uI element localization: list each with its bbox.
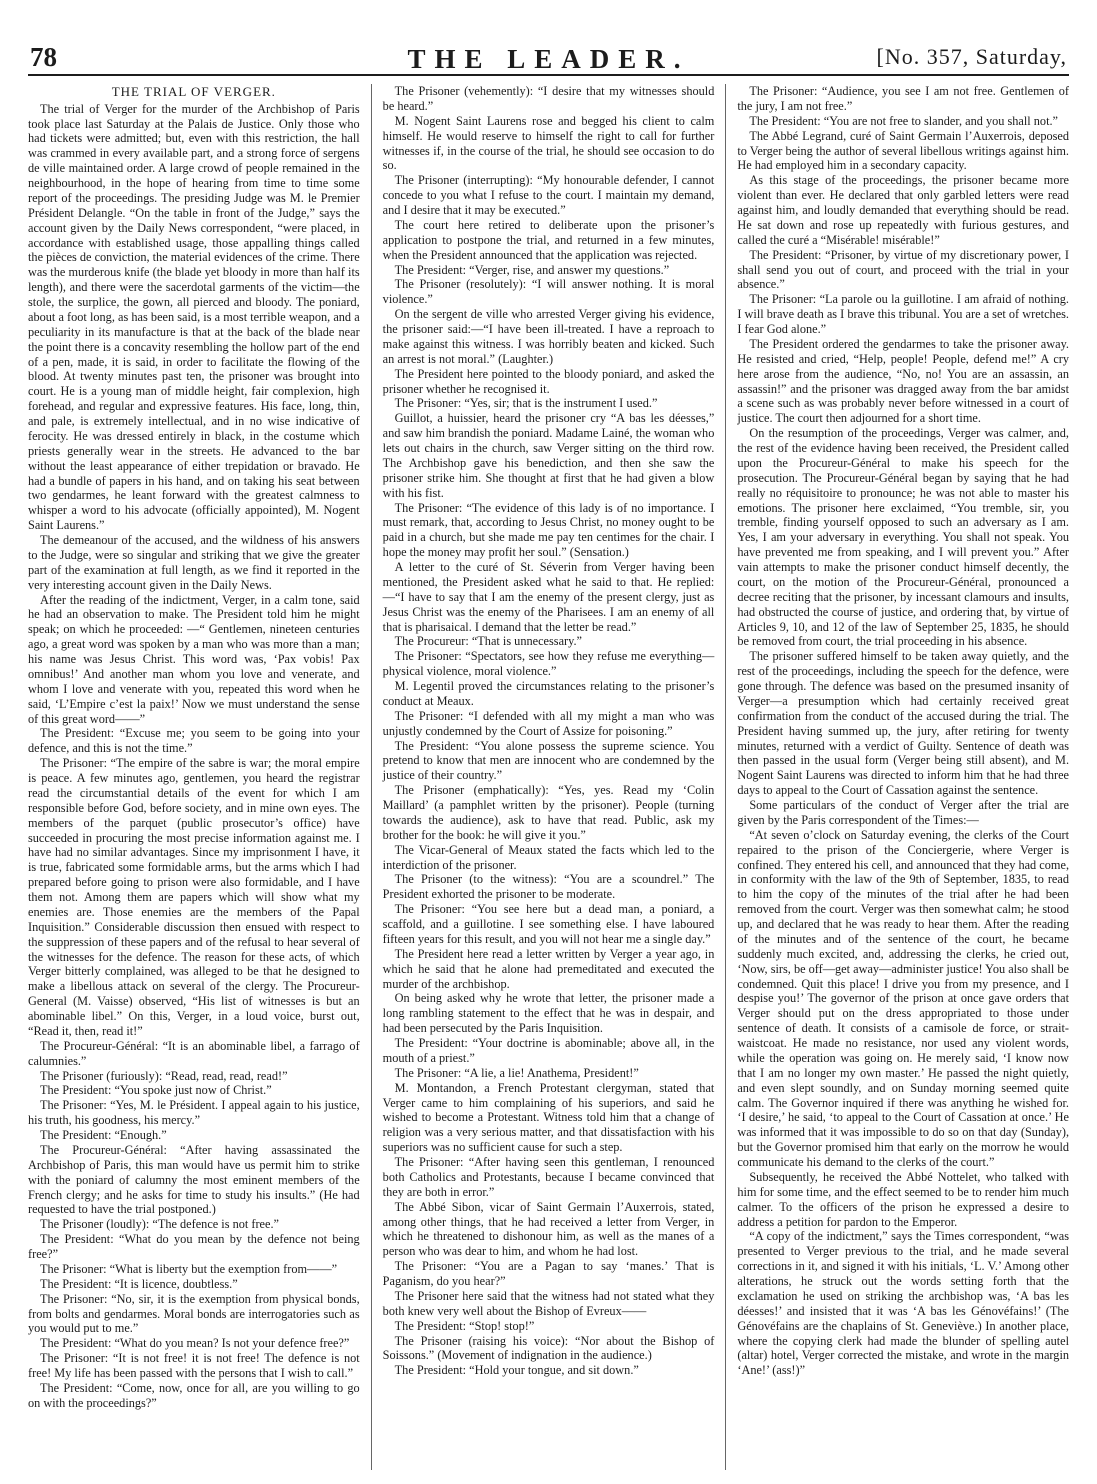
- paragraph: The Prisoner (raising his voice): “Nor about the Bishop of Soissons.” (Movement of indignation in the audience.): [382, 1333, 715, 1363]
- paragraph: Some particulars of the conduct of Verger after the trial are given by the Paris correspondent of the Times:—: [737, 798, 1070, 827]
- paragraph: The President: “Prisoner, by virtue of my discretionary power, I shall send you out of court, and proceed with the trial in your absence.”: [737, 247, 1070, 292]
- paragraph: As this stage of the proceedings, the prisoner became more violent than ever. He declared that only garbled letters were read against him, and loudly demanded that everything should be read. He sat down and rose up repeatedly with furious gestures, and called the curé a “Misérable! misérable!”: [737, 173, 1070, 247]
- paragraph: The Prisoner (resolutely): “I will answer nothing. It is moral violence.”: [382, 277, 715, 307]
- column-3: [725, 84, 1069, 1470]
- paragraph: The Prisoner: “It is not free! it is not free! The defence is not free! My life has been passed with the persons that I wish to call.”: [28, 1351, 360, 1381]
- paragraph: The Procureur-Général: “After having assassinated the Archbishop of Paris, this man would have us permit him to strike with the poniard of calumny the most eminent members of the French clergy; and he asks for time to study his insults.” (He had requested to have the trial postponed.): [28, 1142, 360, 1217]
- paragraph: On being asked why he wrote that letter, the prisoner made a long rambling statement to the effect that he was in despair, and had been persecuted by the Paris Inquisition.: [382, 991, 715, 1036]
- column-2: [371, 84, 726, 1470]
- paragraph: The Abbé Legrand, curé of Saint Germain l’Auxerrois, deposed to Verger being the author of several libellous writings against him. He had employed him in a secondary capacity.: [737, 128, 1070, 173]
- paragraph: The President: “Enough.”: [40, 1128, 167, 1143]
- paragraph: Subsequently, he received the Abbé Nottelet, who talked with him for some time, and the effect seemed to be to render him much calmer. To the officers of the prison he expressed a desire to address a petition for pardon to the Emperor.: [737, 1169, 1070, 1229]
- paragraph: The demeanour of the accused, and the wildness of his answers to the Judge, were so singular and striking that we give the greater part of the examination at full length, as we find it reported in the very interesting account given in the Daily News.: [28, 533, 360, 592]
- paragraph: The Prisoner: “La parole ou la guillotine. I am afraid of nothing. I will brave death as I brave this tribunal. You are a set of wretches. I fear God alone.”: [737, 292, 1070, 336]
- paragraph: The President: “You are not free to slander, and you shall not.”: [749, 113, 1059, 128]
- paragraph: The President: “You alone possess the supreme science. You pretend to know that men are innocent who are condemned by the justice of their country.”: [382, 738, 715, 783]
- paragraph: After the reading of the indictment, Verger, in a calm tone, said he had an observation to make. The President told him he might speak; on which he proceeded: —“ Gentlemen, nineteen centuries ago, a great word was spoken by a man who was more than a man; his name was Jesus Christ. This word was, ‘Pax vobis! Pax omnibus!’ And another man whom you love and venerate, and whom I love and venerate with you, repeated this word when he said, ‘L’Empire c’est la paix!’ Now we must understand the sense of this great word——”: [28, 592, 360, 726]
- column-1: [28, 84, 371, 1470]
- issue-info: [No. 357, Saturday,: [876, 44, 1067, 69]
- paragraph: The President: “What do you mean? Is not your defence free?”: [40, 1336, 350, 1351]
- paragraph: The Abbé Sibon, vicar of Saint Germain l’Auxerrois, stated, among other things, that he had received a letter from Verger, in which he threatened to dishonour him, as well as the manes of a person who was dear to him, and whom he had lost.: [382, 1199, 715, 1259]
- paragraph: The Prisoner: “The evidence of this lady is of no importance. I must remark, that, according to Jesus Christ, no money ought to be paid in a church, but she made me pay ten centimes for the chair. I hope the money may profit her soul.” (Sensation.): [382, 500, 715, 560]
- paragraph: The Prisoner (emphatically): “Yes, yes. Read my ‘Colin Maillard’ (a pamphlet written by the prisoner). People (turning towards the audience), ask to have that read. Public, ask my brother for the book: he will give it you.”: [382, 783, 715, 842]
- paragraph: The Prisoner: “Yes, sir; that is the instrument I used.”: [394, 396, 658, 411]
- paragraph: The President: “Your doctrine is abominable; above all, in the mouth of a priest.”: [382, 1036, 715, 1065]
- paragraph: The Prisoner: “I defended with all my might a man who was unjustly condemned by the Court of Assize for poisoning.”: [382, 708, 715, 738]
- paragraph: The Procureur: “That is unnecessary.”: [394, 634, 583, 649]
- page-number: 78: [30, 42, 57, 72]
- paragraph: M. Legentil proved the circumstances relating to the prisoner’s conduct at Meaux.: [382, 679, 715, 708]
- paragraph: M. Montandon, a French Protestant clergyman, stated that Verger came to him complaining of his superiors, and said he wished to become a Protestant. Witness told him that a change of religion was a very serious matter, and that dissatisfaction with his superiors was no sufficient cause for such a step.: [382, 1080, 715, 1155]
- paragraph: The Prisoner (interrupting): “My honourable defender, I cannot concede to you what I refuse to the court. I maintain my demand, and I desire that it may be executed.”: [382, 173, 715, 217]
- paragraph: The President: “It is licence, doubtless.”: [40, 1276, 238, 1291]
- paragraph: On the resumption of the proceedings, Verger was calmer, and, the rest of the evidence having been received, the President called upon the Procureur-Général to make his speech for the prosecution. The Procureur-Général began by saying that he had really no réquisitoire to pronounce; he was not able to master his emotions. The prisoner here exclaimed, “You tremble, sir, you tremble, finding yourself opposed to such an adversary as I am. Yes, I am your adversary in everything. You shall not speak. You have prevented me from speaking, and I will prevent you.” After vain attempts to make the prisoner conduct himself decently, the court, on the motion of the Procureur-Général, pronounced a decree reciting that the prisoner, by incessant clamours and insults, had obstructed the course of justice, and ordering that, by virtue of Articles 9, 10, and 12 of the law of September 25, 1835, he should be removed from court, the trial proceeding in his absence.: [737, 426, 1070, 649]
- paragraph: The President here read a letter written by Verger a year ago, in which he said that he alone had premeditated and executed the murder of the archbishop.: [382, 946, 715, 991]
- paragraph: M. Nogent Saint Laurens rose and begged his client to calm himself. He would reserve to himself the right to call for further witnesses if, in the course of the trial, he should see occasion to do so.: [382, 113, 715, 173]
- paragraph: The Prisoner: “After having seen this gentleman, I renounced both Catholics and Protestants, because I became convinced that they are both in error.”: [382, 1155, 715, 1199]
- paragraph: The court here retired to deliberate upon the prisoner’s application to postpone the trial, and returned in a few minutes, when the President announced that the application was rejected.: [382, 217, 715, 262]
- paragraph: The Prisoner here said that the witness had not stated what they both knew very well about the Bishop of Evreux——: [382, 1288, 715, 1318]
- paragraph: The President: “Stop! stop!”: [394, 1318, 535, 1333]
- paragraph: The Prisoner: “No, sir, it is the exemption from physical bonds, from bolts and gendarmes. Moral bonds are interrogatories such as you would put to me.”: [28, 1291, 360, 1336]
- paragraph: The Prisoner: “Spectators, see how they refuse me everything—physical violence, moral violence.”: [382, 649, 715, 679]
- paragraph: The Prisoner: “Yes, M. le Président. I appeal again to his justice, his truth, his goodness, his mercy.”: [28, 1098, 360, 1128]
- paragraph: The President here pointed to the bloody poniard, and asked the prisoner whether he recognised it.: [382, 366, 715, 396]
- paragraph: “At seven o’clock on Saturday evening, the clerks of the Court repaired to the prison of the Conciergerie, where Verger is confined. They entered his cell, and announced that they had come, in conformity with the law of the 9th of September, 1835, to read to him the copy of the minutes of the trial after he had been removed from the court. Verger was then somewhat calm; he stood up, and declared that he was ready to hear them. After the reading of the minutes and of the sentence of the court, he became suddenly much excited, and, addressing the clerks, he cried out, ‘Now, sirs, be off—get away—administer justice! You also shall be condemned. Quit this place! I drive you from my presence, and I despise you!’ The governor of the prison at once gave orders that Verger should put on the dress appropriated to those under sentence of death. It consists of a camisole de force, or strait-waistcoat. He made no resistance, nor used any violent words, while the operation was going on. He merely said, ‘I know now that I am no longer my own master.’ He passed the night quietly, and even slept soundly, and on Sunday morning seemed quite calm. The Governor inquired if there was anything he wished for. ‘I desire,’ he said, ‘to appeal to the Court of Cassation at once.’ He was informed that it was impossible to do so on that day (Sunday), but the Governor promised him that early on the morrow he would communicate his demand to the clerks of the court.”: [737, 827, 1070, 1169]
- paragraph: On the sergent de ville who arrested Verger giving his evidence, the prisoner said:—“I have been ill-treated. I have a reproach to make against this witness. I was horribly beaten and kicked. Such an arrest is not moral.” (Laughter.): [382, 307, 715, 366]
- paragraph: The Prisoner: “You see here but a dead man, a poniard, a scaffold, and a guillotine. I see something else. I have laboured fifteen years for this result, and you will not hear me a single day.”: [382, 902, 715, 946]
- paragraph: The Prisoner (vehemently): “I desire that my witnesses should be heard.”: [382, 84, 715, 113]
- paragraph: The Prisoner: “Audience, you see I am not free. Gentlemen of the jury, I am not free.”: [737, 84, 1070, 113]
- paragraph: The President: “Verger, rise, and answer my questions.”: [394, 262, 670, 277]
- paper-title: THE LEADER.: [407, 44, 690, 74]
- paragraph: The Prisoner: “A lie, a lie! Anathema, President!”: [394, 1065, 639, 1080]
- paragraph: The Prisoner: “The empire of the sabre is war; the moral empire is peace. A few minutes ago, gentlemen, you heard the registrar read the circumstantial details of the event for which I am responsible before God, before society, and in mine own eyes. The members of the parquet (public prosecutor’s office) have succeeded in procuring the most precise information against me. I have had no similar advantages. Since my imprisonment I have, it is true, fabricated some formidable arms, but the arms which I had prepared before going to prison were also formidable, and I have them not. Among them are papers which will show what my enemies are. Those enemies are the members of the Papal Inquisition.” Considerable discussion then ensued with respect to the suppression of these papers and of the refusal to hear several of the witnesses for the defence. The reason for these acts, of which Verger bitterly complained, was alleged to be that he designed to make a libellous attack on several of the clergy. The Procureur-General (M. Vaisse) observed, “His list of witnesses is but an abominable libel.” On this, Verger, in a loud voice, burst out, “Read it, then, read it!”: [28, 756, 360, 1038]
- paragraph: The Procureur-Général: “It is an abominable libel, a farrago of calumnies.”: [28, 1038, 360, 1068]
- paragraph: The President: “Hold your tongue, and sit down.”: [394, 1363, 639, 1378]
- paragraph: The President: “You spoke just now of Christ.”: [40, 1083, 272, 1098]
- paragraph: The President: “Come, now, once for all, are you willing to go on with the proceedings?”: [28, 1380, 360, 1410]
- paragraph: The Prisoner (loudly): “The defence is not free.”: [40, 1217, 280, 1232]
- paragraph: “A copy of the indictment,” says the Times correspondent, “was presented to Verger previous to the trial, and he made several corrections in it, and signed it with his initials, ‘L. V.’ Among other alterations, he struck out the words setting forth that the exclamation he used on striking the archbishop was, ‘A bas les déesses!’ and insisted that it was ‘A bas les Génovéfains!’ (The Génovéfains are the chaplains of St. Geneviève.) In another place, where the copying clerk had made the blunder of spelling autel (altar) hotel, Verger corrected the mistake, and wrote in the margin ‘Ane!’ (ass!)”: [737, 1229, 1070, 1378]
- masthead: [28, 40, 1069, 76]
- paragraph: The President: “Excuse me; you seem to be going into your defence, and this is not the time.”: [28, 726, 360, 756]
- paragraph: The Prisoner: “What is liberty but the exemption from——”: [40, 1261, 338, 1276]
- paragraph: The prisoner suffered himself to be taken away quietly, and the rest of the proceedings, including the speech for the defence, were gone through. The defence was based on the presumed insanity of Verger—a presumption which had certainly received great confirmation from the conduct of the accused during the trial. The President having summed up, the jury, after retiring for twenty minutes, returned with a verdict of Guilty. Sentence of death was then passed in the usual form (Verger being still absent), and M. Nogent Saint Laurens was directed to inform him that he had three days to appeal to the Court of Cassation against the sentence.: [737, 649, 1070, 798]
- article-columns: [28, 84, 1069, 1470]
- paragraph: The Prisoner (to the witness): “You are a scoundrel.” The President exhorted the prisoner to be moderate.: [382, 872, 715, 902]
- article-title: THE TRIAL OF VERGER.: [111, 84, 276, 99]
- paragraph: Guillot, a huissier, heard the prisoner cry “A bas les déesses,” and saw him brandish the poniard. Madame Lainé, the woman who lets out chairs in the church, saw Verger sitting on the third row. The Archbishop gave his benediction, and then she saw the prisoner strike him. She thought at first that he had given a blow with his fist.: [382, 411, 715, 500]
- paragraph: The Vicar-General of Meaux stated the facts which led to the interdiction of the prisoner.: [382, 842, 715, 872]
- paragraph: The President: “What do you mean by the defence not being free?”: [28, 1232, 360, 1262]
- paragraph: A letter to the curé of St. Séverin from Verger having been mentioned, the President asked what he said to that. He replied:—“I have to say that I am the enemy of the present clergy, just as Jesus Christ was the enemy of the Pharisees. I am an enemy of all that is pharisaical. I demand that the letter be read.”: [382, 560, 715, 634]
- paragraph: The trial of Verger for the murder of the Archbishop of Paris took place last Saturday at the Palais de Justice. Only those who had tickets were admitted; but, even with this restriction, the hall was crammed in every available part, and a strong force of sergens de ville maintained order. A large crowd of people remained in the neighbourhood, in the hope of hearing from time to time some report of the proceedings. The presiding Judge was M. le Premier Président Delangle. “On the table in front of the Judge,” says the account given by the Daily News correspondent, “were placed, in accordance with established usage, those appalling things called the pièces de conviction, the material evidences of the crime. There was the murderous knife (the blade yet bloody in more than half its length), and there were the sacerdotal garments of the victim—the stole, the surplice, the gown, all pierced and bloody. The poniard, about a foot long, as has been said, is a most terrible weapon, and a peculiarity in its manufacture is that at the back of the blade near the point there is a concavity resembling the hollow part of the end of a pen, made, it is said, in order to facilitate the flowing of the blood. At twenty minutes past ten, the prisoner was brought into court. He is a young man of middle height, fair complexion, high forehead, and regular and expressive features. His face, long, thin, and pale, is extremely intellectual, and in no wise indicative of ferocity. He was dressed entirely in black, in the costume which priests generally wear in the streets. He advanced to the bar without the least appearance of either trepidation or bravado. He had a bundle of papers in his hand, and on taking his seat between two gendarmes, he leant forward with the greatest calmness to whisper a word to his advocate (officially appointed), M. Nogent Saint Laurens.”: [28, 101, 360, 533]
- paragraph: The President ordered the gendarmes to take the prisoner away. He resisted and cried, “Help, people! People, defend me!” A cry here arose from the audience, “No, no! You are an assassin, an assassin!” and the prisoner was dragged away from the bar amidst a scene such as was probably never before witnessed in a court of justice. The court then adjourned for a short time.: [737, 336, 1070, 426]
- paragraph: The Prisoner (furiously): “Read, read, read, read!”: [40, 1068, 288, 1083]
- paragraph: The Prisoner: “You are a Pagan to say ‘manes.’ That is Paganism, do you hear?”: [382, 1259, 715, 1288]
